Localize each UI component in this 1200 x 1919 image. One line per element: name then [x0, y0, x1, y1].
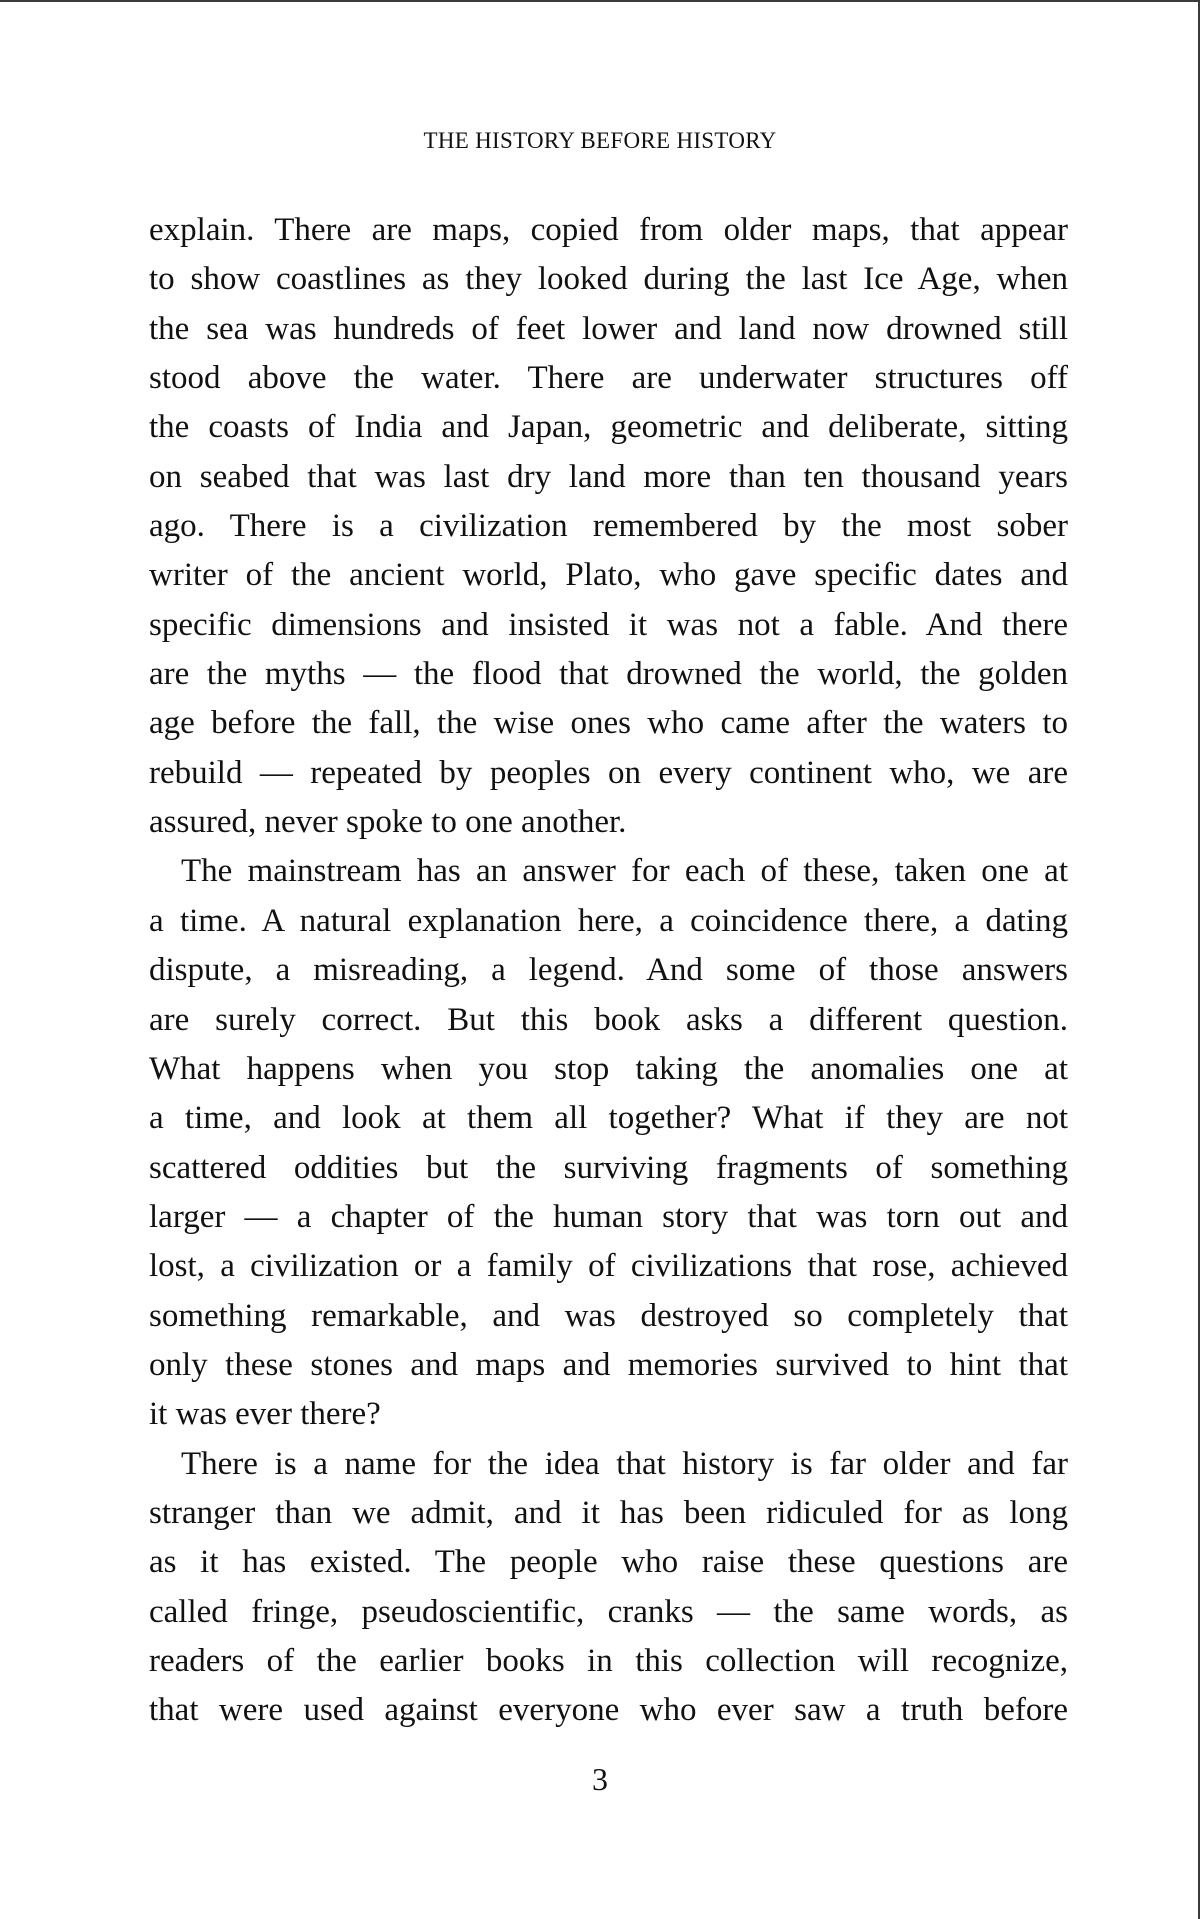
text-line: stranger than we admit, and it has been ridiculed for as long — [149, 1494, 1068, 1531]
text-line: the coasts of India and Japan, geometric and deliberate, sitting — [149, 409, 1068, 446]
text-line: specific dimensions and insisted it was not a fable. And there — [149, 606, 1068, 643]
text-line: stood above the water. There are underwater structures off — [149, 360, 1068, 397]
text-line: larger — a chapter of the human story that was torn out and — [149, 1198, 1068, 1235]
running-head: THE HISTORY BEFORE HISTORY — [423, 128, 777, 153]
text-line: the sea was hundreds of feet lower and land now drowned still — [149, 310, 1068, 347]
text-line: a time, and look at them all together? What if they are not — [149, 1100, 1068, 1137]
text-line: to show coastlines as they looked during the last Ice Age, when — [149, 261, 1068, 298]
text-line: a time. A natural explanation here, a coincidence there, a dating — [149, 902, 1068, 939]
page-top-edge — [0, 0, 1200, 2]
text-line: lost, a civilization or a family of civilizations that rose, achieved — [149, 1248, 1068, 1285]
body-text — [149, 206, 1068, 1736]
text-line: rebuild — repeated by peoples on every continent who, we are — [149, 754, 1068, 791]
text-line: age before the fall, the wise ones who came after the waters to — [149, 705, 1068, 742]
text-line: are surely correct. But this book asks a different question. — [149, 1001, 1068, 1038]
text-line: only these stones and maps and memories survived to hint that — [149, 1346, 1068, 1383]
text-line: What happens when you stop taking the anomalies one at — [149, 1050, 1068, 1087]
text-line: dispute, a misreading, a legend. And some of those answers — [149, 952, 1068, 989]
text-line: writer of the ancient world, Plato, who gave specific dates and — [149, 557, 1068, 594]
paragraph-first-line: There is a name for the idea that history is far older and far — [181, 1445, 1068, 1482]
text-line: called fringe, pseudoscientific, cranks — the same words, as — [149, 1593, 1068, 1630]
text-line: ago. There is a civilization remembered by the most sober — [149, 508, 1068, 545]
paragraph-end-line: assured, never spoke to one another. — [149, 804, 627, 841]
text-line: on seabed that was last dry land more than ten thousand years — [149, 458, 1068, 495]
text-line: something remarkable, and was destroyed so completely that — [149, 1297, 1068, 1334]
text-line: readers of the earlier books in this collection will recognize, — [149, 1642, 1068, 1679]
paragraph-end-line: it was ever there? — [149, 1396, 381, 1433]
text-line: as it has existed. The people who raise these questions are — [149, 1544, 1068, 1581]
text-line: scattered oddities but the surviving fragments of something — [149, 1149, 1068, 1186]
text-line: that were used against everyone who ever saw a truth before — [149, 1692, 1068, 1729]
text-line: explain. There are maps, copied from older maps, that appear — [149, 212, 1068, 248]
page-number: 3 — [592, 1761, 608, 1797]
paragraph-first-line: The mainstream has an answer for each of these, taken one at — [181, 853, 1068, 890]
text-line: are the myths — the flood that drowned the world, the golden — [149, 656, 1068, 693]
